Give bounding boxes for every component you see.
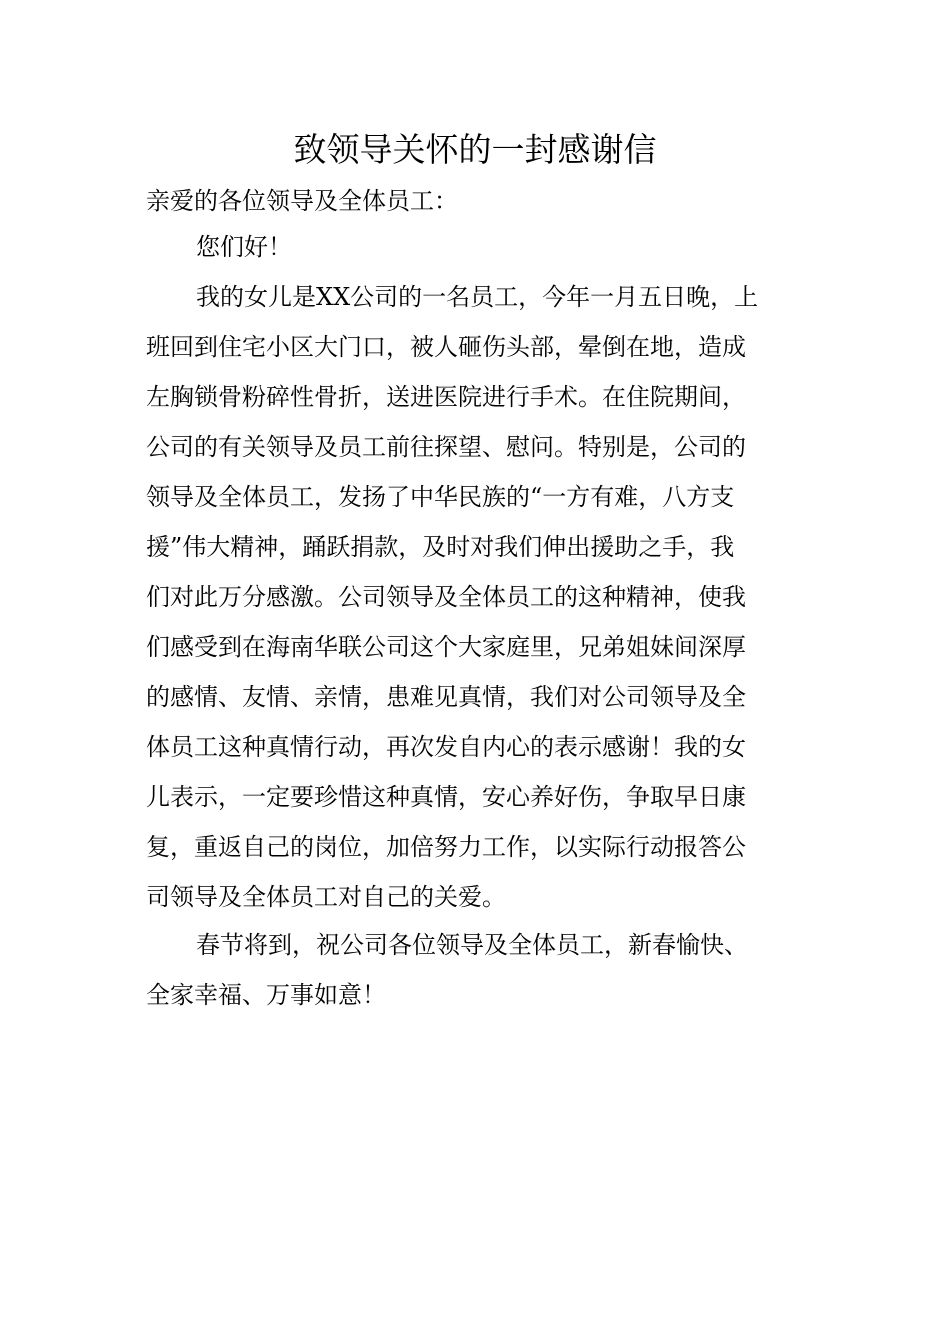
paragraph-1 xyxy=(146,272,806,922)
paragraph-2 xyxy=(146,920,806,1020)
paragraph-line: 复，重返自己的岗位，加倍努力工作，以实际行动报答公 xyxy=(146,833,746,861)
paragraph-line: 春节将到，祝公司各位领导及全体员工，新春愉快、 xyxy=(196,931,748,959)
salutation-line: 亲爱的各位领导及全体员工： xyxy=(146,187,458,215)
paragraph-line: 司领导及全体员工对自己的关爱。 xyxy=(146,883,506,911)
paragraph-line: 公司的有关领导及员工前往探望、慰问。特别是，公司的 xyxy=(146,433,746,461)
paragraph-line: 的感情、友情、亲情，患难见真情，我们对公司领导及全 xyxy=(146,683,746,711)
paragraph-line: 体员工这种真情行动，再次发自内心的表示感谢！我的女 xyxy=(146,733,746,761)
greeting-line: 您们好！ xyxy=(196,233,292,261)
paragraph-line: 们对此万分感激。公司领导及全体员工的这种精神，使我 xyxy=(146,583,746,611)
paragraph-line: 领导及全体员工，发扬了中华民族的“一方有难，八方支 xyxy=(146,483,735,511)
salutation xyxy=(146,176,806,226)
paragraph-line: 班回到住宅小区大门口，被人砸伤头部，晕倒在地，造成 xyxy=(146,333,746,361)
paragraph-line: 儿表示，一定要珍惜这种真情，安心养好伤，争取早日康 xyxy=(146,783,746,811)
document-title: 致领导关怀的一封感谢信 xyxy=(293,130,657,169)
paragraph-line: 们感受到在海南华联公司这个大家庭里，兄弟姐妹间深厚 xyxy=(146,633,746,661)
paragraph-line: 左胸锁骨粉碎性骨折，送进医院进行手术。在住院期间， xyxy=(146,383,746,411)
greeting xyxy=(196,222,856,272)
paragraph-line: 我的女儿是XX公司的一名员工，今年一月五日晚，上 xyxy=(196,283,759,311)
paragraph-line: 援”伟大精神，踊跃捐款，及时对我们伸出援助之手，我 xyxy=(146,533,735,561)
paragraph-line: 全家幸福、万事如意！ xyxy=(146,981,386,1009)
